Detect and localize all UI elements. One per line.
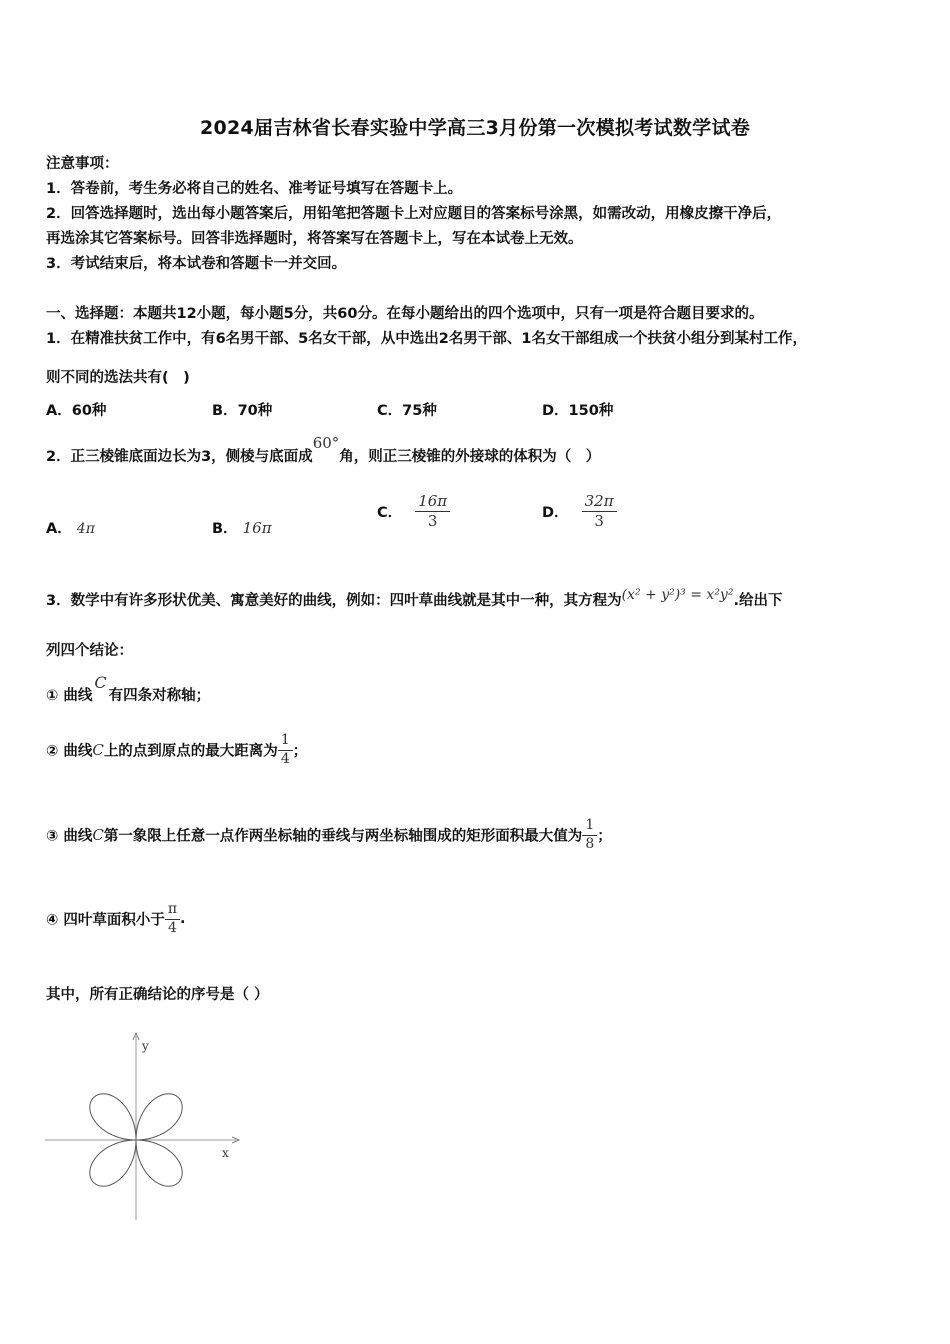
question-1-text-cont: 则不同的选法共有( ) [46,370,190,386]
q2-option-d: D． $\frac{32\pi}{3}$ [542,492,617,531]
q1-option-c: C．75种 [377,403,437,419]
q1-option-d: D．150种 [542,403,614,419]
question-3-text-cont: 列四个结论： [46,643,133,659]
q3-conclusion-2: ② 曲线C上的点到原点的最大距离为 $\frac{1}{4}$ ； [46,732,308,767]
section-header: 一、选择题：本题共12小题，每小题5分，共60分。在每小题给出的四个选项中，只有一项是符合题目要求的。 [46,306,764,322]
question-3-text: 3．数学中有许多形状优美、寓意美好的曲线，例如：四叶草曲线就是其中一种，其方程为(x² + y²)³ = x²y².给出下 [46,587,783,609]
page-title: 2024届吉林省长春实验中学高三3月份第一次模拟考试数学试卷 [199,117,751,139]
question-2-text: 2．正三棱锥底面边长为3，侧棱与底面成60°角，则正三棱锥的外接球的体积为（ ） [46,434,601,465]
q3-conclusion-1: ① 曲线C有四条对称轴； [46,673,211,704]
q2-option-b: B． 16π [212,519,272,537]
notice-heading: 注意事项： [46,156,119,172]
q2-option-a: A． 4π [46,521,95,537]
notice-item: 2．回答选择题时，选出每小题答案后，用铅笔把答题卡上对应题目的答案标号涂黑，如需改动，用橡皮擦干净后， [46,206,782,222]
notice-item: 3．考试结束后，将本试卷和答题卡一并交回。 [46,256,347,272]
q3-question: 其中，所有正确结论的序号是（ ） [46,987,269,1003]
q1-option-b: B．70种 [212,403,273,419]
y-axis-label: y [142,1039,149,1053]
notice-item: 再选涂其它答案标号。回答非选择题时，将答案写在答题卡上，写在本试卷上无效。 [46,231,583,247]
x-axis-label: x [222,1146,229,1160]
q2-option-c: C． $\frac{16\pi}{3}$ [377,492,450,531]
question-1-text: 1．在精准扶贫工作中，有6名男干部、5名女干部，从中选出2名男干部、1名女干部组成一个扶贫小组分到某村工作， [46,331,807,347]
clover-curve-figure [40,1030,250,1225]
q1-option-a: A．60种 [46,403,107,419]
q3-conclusion-3: ③ 曲线C第一象限上任意一点作两坐标轴的垂线与两坐标轴围成的矩形面积最大值为 $\frac{1}{8}$ ； [46,817,612,852]
q3-equation: (x² + y²)³ = x²y² [621,587,734,603]
q3-conclusion-4: ④ 四叶草面积小于 $\frac{\pi}{4}$ . [46,901,186,936]
notice-item: 1．答卷前，考生务必将自己的姓名、准考证号填写在答题卡上。 [46,181,463,197]
q2-angle: 60° [312,434,340,452]
